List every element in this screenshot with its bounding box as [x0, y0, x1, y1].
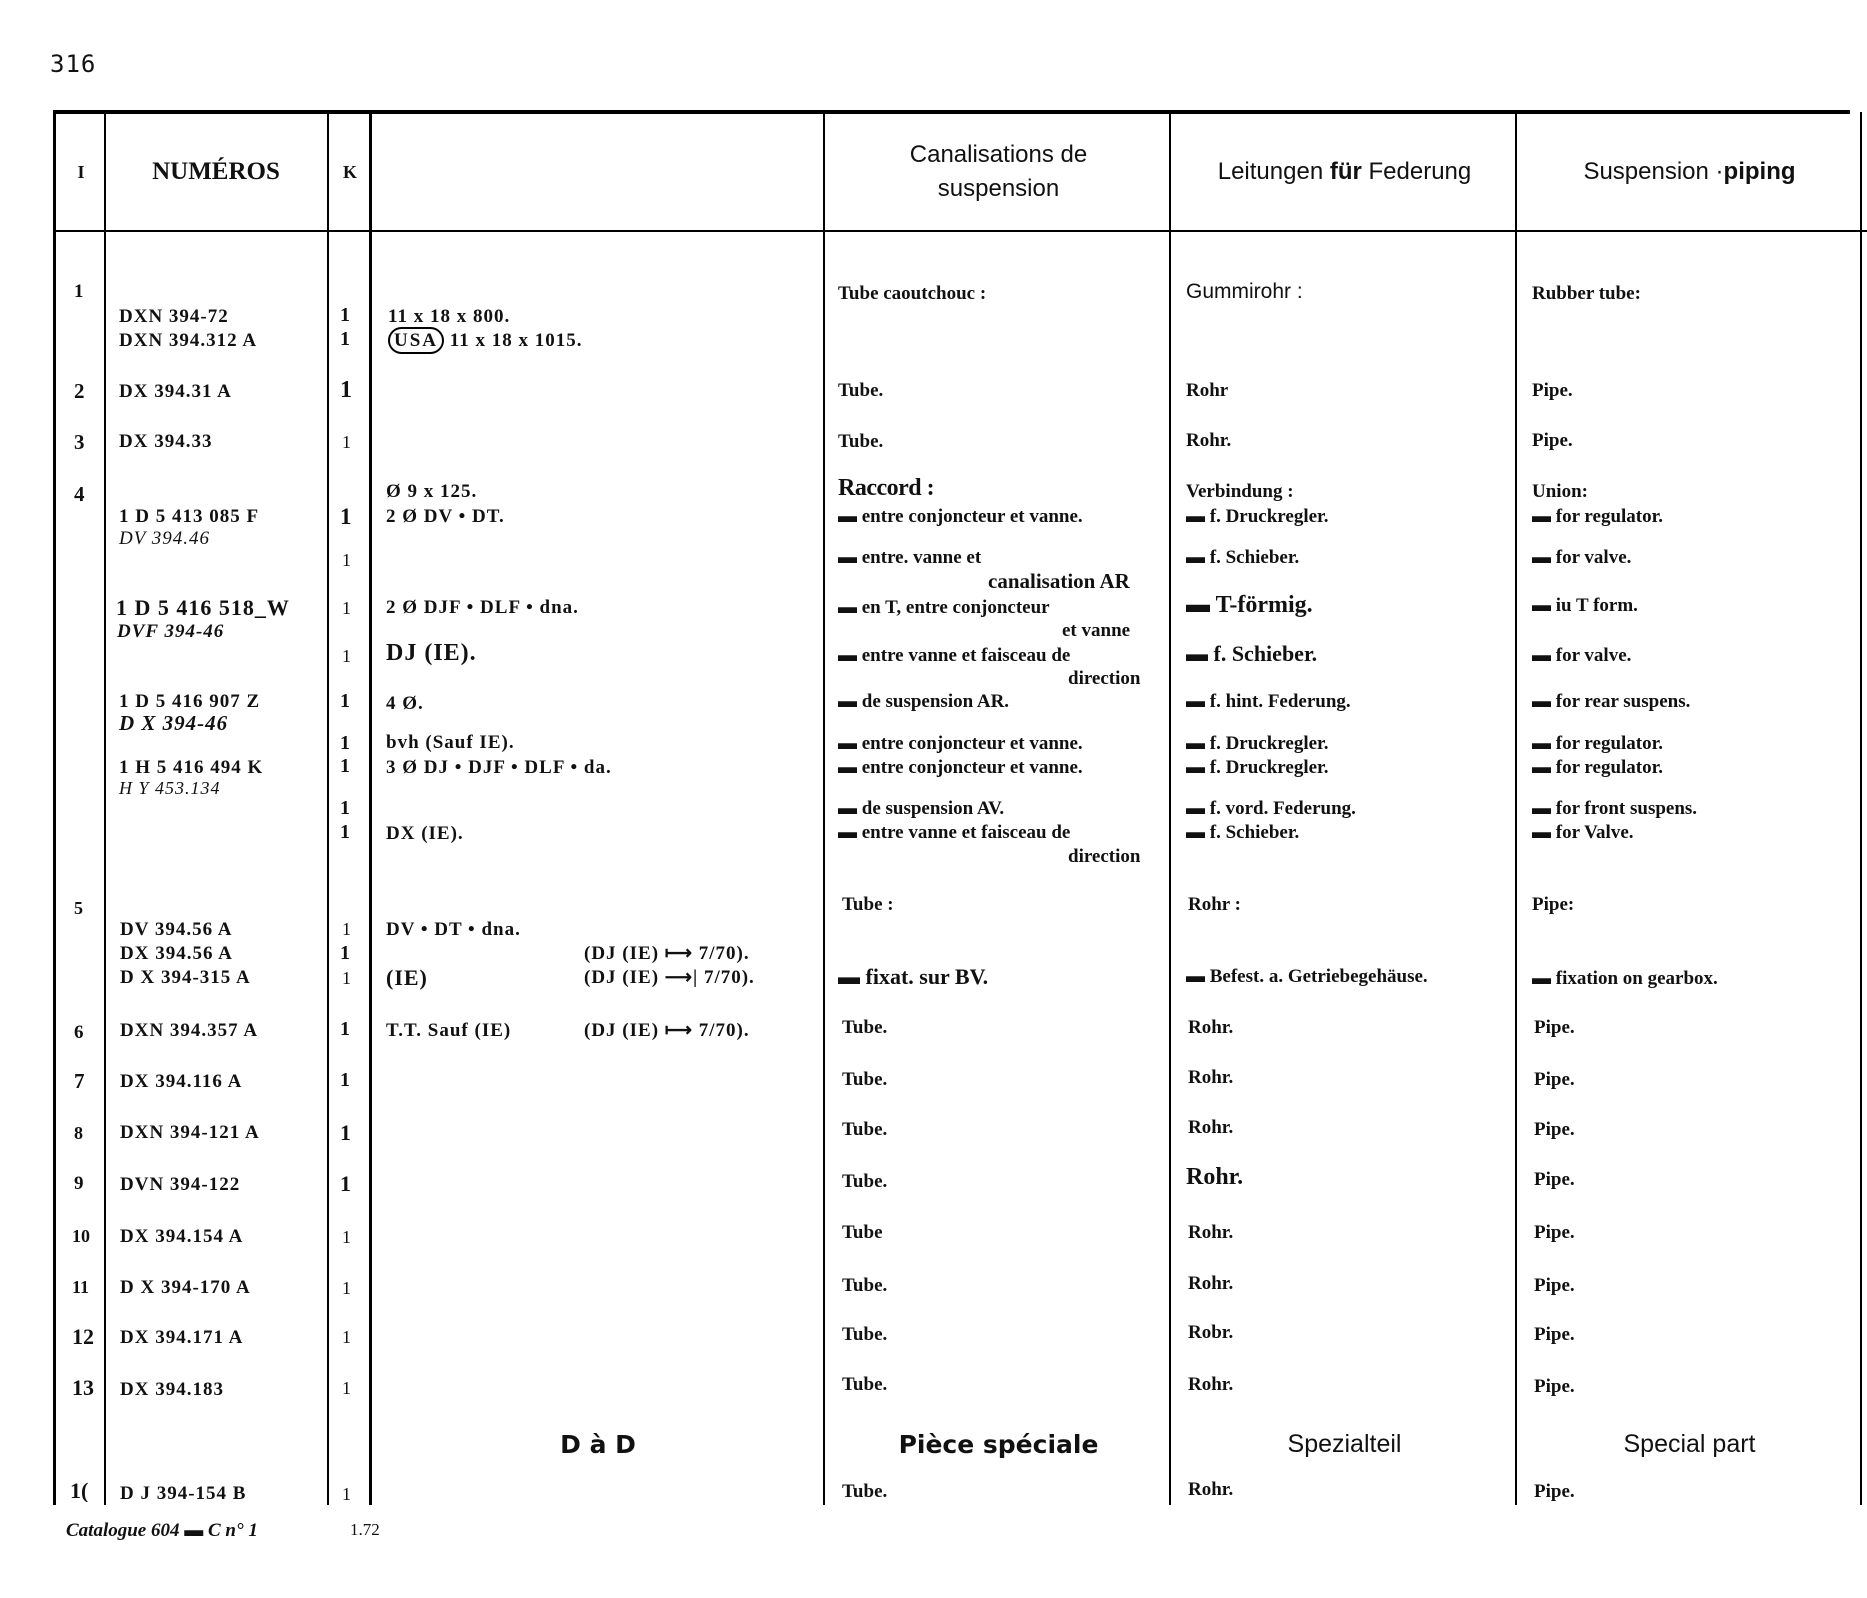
description-de: Rohr. [1188, 1374, 1234, 1395]
description-fr: ▬ entre conjoncteur et vanne. [838, 733, 1083, 754]
description-en: Union: [1532, 481, 1588, 502]
description-en: Pipe. [1534, 1275, 1575, 1296]
col-divider-k [369, 112, 372, 1505]
description-fr: Tube. [838, 431, 884, 452]
part-number: DX 394.31 A [119, 381, 232, 402]
note: (DJ (IE) ⟼ 7/70). [584, 943, 750, 964]
part-number: DXN 394.312 A [119, 330, 258, 351]
description-de: ▬ f. Schieber. [1186, 822, 1300, 843]
right-border [1860, 112, 1862, 1505]
quantity: 1 [342, 646, 351, 666]
part-number: 1 H 5 416 494 K [119, 757, 264, 778]
description-de: ▬ Befest. a. Getriebegehäuse. [1186, 966, 1428, 987]
description-en: Pipe. [1532, 380, 1573, 401]
note: 3 Ø DJ • DJF • DLF • da. [386, 757, 612, 778]
description-de: Robr. [1188, 1322, 1234, 1343]
description-de: ▬ f. Druckregler. [1186, 506, 1329, 527]
part-number: DV 394.56 A [120, 919, 233, 940]
note: 4 Ø. [386, 693, 424, 714]
description-fr: Tube. [842, 1017, 888, 1038]
part-number: D X 394-315 A [120, 967, 251, 988]
description-en: Pipe. [1534, 1222, 1575, 1243]
description-de: Rohr. [1186, 430, 1232, 451]
description-de: ▬ f. Druckregler. [1186, 757, 1329, 778]
catalogue-reference: Catalogue 604 ▬ C n° 1 [66, 1520, 258, 1541]
part-number: DX 394.171 A [120, 1327, 244, 1348]
row-number: 8 [74, 1123, 83, 1143]
description-de: Gummirohr : [1186, 280, 1303, 303]
description-de: ▬ f. vord. Federung. [1186, 798, 1356, 819]
part-number: DX 394.154 A [120, 1226, 244, 1247]
col-divider-fr [1169, 112, 1171, 1505]
note: bvh (Sauf IE). [386, 732, 515, 753]
col-divider-i [104, 112, 106, 1505]
description-fr: direction [1068, 668, 1141, 689]
quantity: 1 [342, 598, 351, 618]
description-fr: Tube. [842, 1171, 888, 1192]
description-en: Rubber tube: [1532, 283, 1641, 304]
description-en: Pipe. [1534, 1119, 1575, 1140]
col-divider-notes [823, 112, 825, 1505]
description-fr: Raccord : [838, 475, 935, 501]
description-de: ▬ f. Schieber. [1186, 547, 1300, 568]
quantity: 1 [342, 432, 351, 452]
part-number: 1 D 5 416 518_W [116, 595, 290, 620]
quantity: 1 [342, 968, 351, 988]
part-number: DXN 394.357 A [120, 1020, 259, 1041]
description-en: ▬ for valve. [1532, 645, 1632, 666]
description-fr: ▬ en T, entre conjoncteur [838, 597, 1050, 618]
quantity: 1 [340, 1171, 351, 1196]
description-en: Pipe: [1532, 894, 1575, 915]
note: USA 11 x 18 x 1015. [388, 327, 582, 354]
quantity: 1 [342, 1484, 351, 1504]
part-number: DVN 394-122 [120, 1174, 241, 1195]
part-subnumber: DV 394.46 [119, 528, 210, 549]
description-fr: direction [1068, 846, 1141, 867]
row-number: 11 [72, 1277, 90, 1297]
description-en: Pipe. [1532, 430, 1573, 451]
quantity: 1 [340, 328, 350, 350]
part-subnumber: H Y 453.134 [119, 778, 221, 798]
header-french: Canalisations de suspension [909, 141, 1088, 202]
description-en: Pipe. [1534, 1169, 1575, 1190]
description-de: Rohr. [1188, 1222, 1234, 1243]
quantity: 1 [342, 1227, 351, 1247]
quantity: 1 [340, 732, 350, 754]
quantity: 1 [342, 1378, 351, 1398]
quantity: 1 [342, 919, 351, 939]
row-number: 12 [72, 1325, 94, 1348]
page-number: 316 [50, 50, 97, 78]
note: T.T. Sauf (IE) [386, 1020, 512, 1041]
description-en: ▬ for rear suspens. [1532, 691, 1691, 712]
part-number: 1 D 5 416 907 Z [119, 691, 261, 712]
part-number: 1 D 5 413 085 F [119, 506, 260, 527]
description-fr: Tube. [842, 1374, 888, 1395]
part-subnumber: D X 394-46 [119, 711, 229, 735]
quantity: 1 [340, 755, 350, 777]
part-number: DX 394.56 A [120, 943, 233, 964]
description-en: Pipe. [1534, 1481, 1575, 1502]
part-number: DX 394.33 [119, 431, 213, 452]
header-german: Leitungen für Federung [1217, 158, 1472, 186]
header-english: Suspension ·piping [1583, 158, 1796, 186]
part-number: DXN 394-121 A [120, 1122, 260, 1143]
row-number: 9 [74, 1173, 84, 1194]
quantity: 1 [342, 1278, 351, 1298]
description-fr: Tube. [842, 1481, 888, 1502]
description-de: Rohr : [1188, 894, 1241, 915]
description-de: Rohr. [1188, 1479, 1234, 1500]
row-number: 2 [74, 379, 85, 403]
description-de: ▬ T-förmig. [1186, 592, 1313, 618]
description-fr: Tube. [842, 1275, 888, 1296]
part-subnumber: DVF 394-46 [117, 621, 225, 642]
part-number: DX 394.116 A [120, 1071, 243, 1092]
row-number: 13 [72, 1376, 94, 1399]
description-fr: Tube. [842, 1324, 888, 1345]
description-en: ▬ for front suspens. [1532, 798, 1698, 819]
description-en: ▬ fixation on gearbox. [1532, 968, 1718, 989]
description-de: ▬ f. Schieber. [1186, 641, 1318, 666]
description-de: Verbindung : [1186, 481, 1294, 502]
catalogue-date: 1.72 [350, 1520, 380, 1539]
description-fr: ▬ entre conjoncteur et vanne. [838, 506, 1083, 527]
section-en-title: Special part [1623, 1430, 1756, 1458]
description-en: ▬ for valve. [1532, 547, 1632, 568]
usa-badge: USA [388, 327, 444, 354]
description-fr: ▬ entre conjoncteur et vanne. [838, 757, 1083, 778]
section-fr-title: Pièce spéciale [898, 1430, 1099, 1459]
row-number: 1 [74, 281, 84, 302]
description-fr: ▬ de suspension AR. [838, 691, 1010, 712]
note: 2 Ø DV • DT. [386, 506, 505, 527]
description-fr: canalisation AR [988, 569, 1130, 593]
description-fr: Tube caoutchouc : [838, 283, 987, 304]
note: DV • DT • dna. [386, 919, 521, 940]
description-de: ▬ f. hint. Federung. [1186, 691, 1351, 712]
description-de: ▬ f. Druckregler. [1186, 733, 1329, 754]
description-de: Rohr. [1188, 1273, 1234, 1294]
part-number: DXN 394-72 [119, 306, 229, 327]
description-en: ▬ for regulator. [1532, 506, 1664, 527]
quantity: 1 [340, 304, 350, 326]
description-de: Rohr. [1188, 1067, 1234, 1088]
description-en: ▬ for regulator. [1532, 757, 1664, 778]
description-de: Rohr. [1186, 1164, 1244, 1190]
description-fr: Tube [842, 1222, 883, 1243]
row-number: 1( [70, 1479, 89, 1502]
row-number: 10 [72, 1226, 90, 1246]
description-en: Pipe. [1534, 1069, 1575, 1090]
description-fr: Tube. [842, 1119, 888, 1140]
description-en: Pipe. [1534, 1017, 1575, 1038]
description-fr: ▬ de suspension AV. [838, 798, 1005, 819]
quantity: 1 [340, 690, 350, 712]
quantity: 1 [342, 550, 351, 570]
description-fr: Tube. [842, 1069, 888, 1090]
row-number: 7 [74, 1069, 85, 1093]
description-fr: ▬ entre vanne et faisceau de [838, 645, 1071, 666]
description-en: ▬ for Valve. [1532, 822, 1634, 843]
section-notes-title: D à D [560, 1430, 636, 1459]
description-de: Rohr. [1188, 1017, 1234, 1038]
header-index: I [77, 161, 85, 182]
note: DX (IE). [386, 823, 464, 844]
part-number: DX 394.183 [120, 1379, 224, 1400]
header-quantity: K [342, 161, 357, 182]
note: (IE) [386, 965, 428, 990]
description-fr: ▬ entre. vanne et [838, 547, 982, 568]
row-number: 3 [74, 430, 85, 454]
note: (DJ (IE) ⟶| 7/70). [584, 967, 755, 988]
description-en: Pipe. [1534, 1376, 1575, 1397]
row-number: 4 [74, 482, 85, 506]
quantity: 1 [340, 504, 352, 529]
part-number: D X 394-170 A [120, 1277, 251, 1298]
quantity: 1 [340, 1120, 351, 1145]
note: Ø 9 x 125. [386, 481, 478, 502]
col-divider-numeros [327, 112, 329, 1505]
description-de: Rohr [1186, 380, 1229, 401]
left-border [53, 110, 56, 1505]
note: DJ (IE). [386, 640, 477, 666]
quantity: 1 [340, 377, 352, 403]
description-fr: Tube : [842, 894, 894, 915]
col-divider-de [1515, 112, 1517, 1505]
description-en: ▬ for regulator. [1532, 733, 1664, 754]
quantity: 1 [340, 797, 350, 819]
note: 2 Ø DJF • DLF • dna. [386, 597, 579, 618]
description-fr: ▬ entre vanne et faisceau de [838, 822, 1071, 843]
row-number: 5 [74, 898, 83, 918]
description-fr: Tube. [838, 380, 884, 401]
description-en: Pipe. [1534, 1324, 1575, 1345]
description-de: Rohr. [1188, 1117, 1234, 1138]
quantity: 1 [342, 1327, 351, 1347]
quantity: 1 [340, 942, 350, 964]
description-fr: et vanne [1062, 620, 1131, 641]
note: 11 x 18 x 800. [388, 306, 511, 327]
part-number: D J 394-154 B [120, 1483, 247, 1504]
description-fr: ▬ fixat. sur BV. [838, 964, 989, 989]
header-numeros: NUMÉROS [152, 158, 280, 185]
quantity: 1 [340, 1018, 350, 1040]
section-de-title: Spezialteil [1287, 1430, 1402, 1458]
note: (DJ (IE) ⟼ 7/70). [584, 1020, 750, 1041]
quantity: 1 [340, 1069, 350, 1091]
quantity: 1 [340, 821, 350, 843]
description-en: ▬ iu T form. [1532, 595, 1638, 616]
row-number: 6 [74, 1022, 84, 1043]
